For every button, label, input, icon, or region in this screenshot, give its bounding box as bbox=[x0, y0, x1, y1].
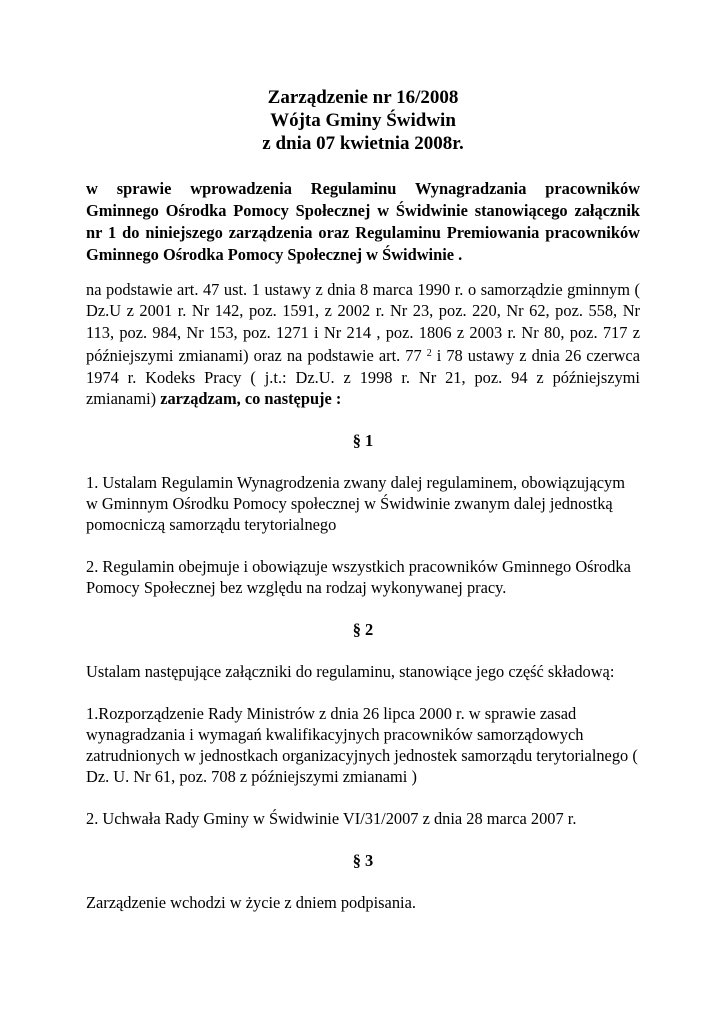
document-subject: w sprawie wprowadzenia Regulaminu Wynagradzania pracowników Gminnego Ośrodka Pomocy Społecznej w Świdwinie stanowiącego załącznik nr 1 do niniejszego zarządzenia oraz Regulaminu Premiowania pracowników Gminnego Ośrodka Pomocy Społecznej w Świdwinie . bbox=[86, 179, 640, 264]
legal-basis-decree-phrase: zarządzam, co następuje : bbox=[160, 389, 342, 409]
section-1-paragraph-2: 2. Regulamin obejmuje i obowiązuje wszystkich pracowników Gminnego Ośrodka Pomocy Społecznej bez względu na rodzaj wykonywanej pracy. bbox=[86, 557, 631, 598]
section-2-heading: § 2 bbox=[352, 620, 374, 640]
section-3-heading: § 3 bbox=[352, 851, 374, 871]
legal-basis-text-a: na podstawie art. 47 ust. 1 ustawy z dnia 8 marca 1990 r. o samorządzie gminnym ( Dz.U z 2001 r. Nr 142, poz. 1591, z 2002 r. Nr 23, poz. 220, Nr 62, poz. 558, Nr 113, poz. 984, Nr 153, poz. 1271 i Nr 214 , poz. 1806 z 2003 r. Nr 80, poz. 717 z późniejszymi zmianami) oraz na podstawie art. 77 bbox=[86, 280, 640, 366]
legal-basis-text-b: i 78 ustawy z dnia 26 czerwca 1974 r. Kodeks Pracy ( j.t.: Dz.U. z 1998 r. Nr 21, poz. 94 z późniejszymi zmianami) bbox=[86, 346, 640, 409]
title-line-number: Zarządzenie nr 16/2008 bbox=[267, 87, 459, 108]
section-2-paragraph-1: Ustalam następujące załączniki do regulaminu, stanowiące jego część składową: bbox=[86, 662, 615, 682]
document-page bbox=[86, 86, 640, 913]
legal-basis-superscript: 2 bbox=[426, 348, 432, 360]
title-line-issuer: Wójta Gminy Świdwin bbox=[270, 110, 456, 131]
section-3-paragraph-1: Zarządzenie wchodzi w życie z dniem podpisania. bbox=[86, 893, 416, 913]
section-2-paragraph-2: 1.Rozporządzenie Rady Ministrów z dnia 26 lipca 2000 r. w sprawie zasad wynagradzania i wymagań kwalifikacyjnych pracowników samorządowych zatrudnionych w jednostkach organizacyjnych jednostek samorządu terytorialnego ( Dz. U. Nr 61, poz. 708 z późniejszymi zmianami ) bbox=[86, 704, 638, 787]
title-line-date: z dnia 07 kwietnia 2008r. bbox=[262, 133, 464, 154]
section-1-heading: § 1 bbox=[352, 431, 374, 451]
section-1-paragraph-1: 1. Ustalam Regulamin Wynagrodzenia zwany dalej regulaminem, obowiązującym w Gminnym Ośrodku Pomocy społecznej w Świdwinie zwanym dalej jednostką pomocniczą samorządu terytorialnego bbox=[86, 473, 625, 535]
legal-basis bbox=[86, 279, 640, 409]
section-2-paragraph-3: 2. Uchwała Rady Gminy w Świdwinie VI/31/2007 z dnia 28 marca 2007 r. bbox=[86, 809, 577, 829]
document-title bbox=[86, 86, 640, 155]
